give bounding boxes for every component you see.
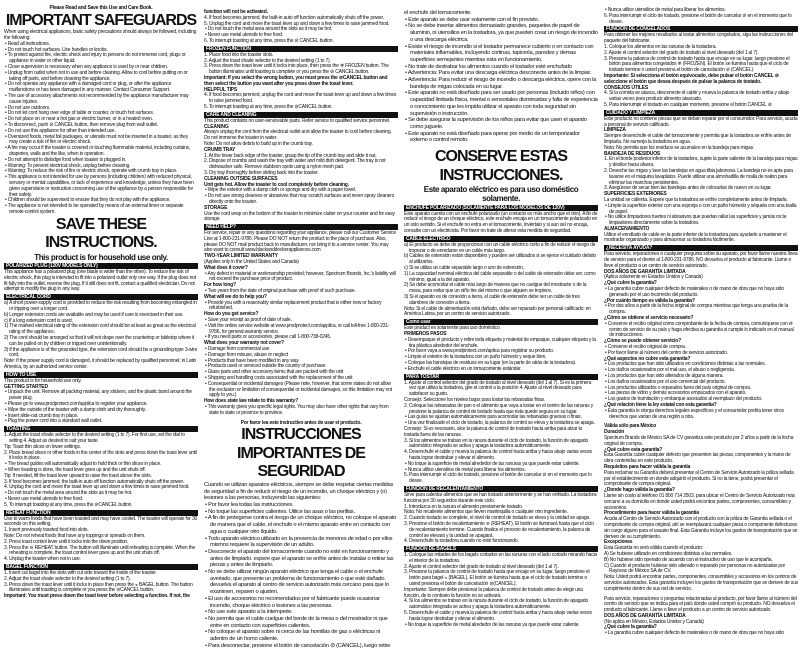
column-3	[404, 10, 598, 628]
numbered-item: 2. Adjust the toast shade selector to the desired setting (1 to 7).	[4, 575, 131, 582]
list-item: • No utilice limpiadores fuertes ni abrasivos que puedan rallar las superficies y jamás rocíe limpiadores directamente sobre la tostadora.	[605, 214, 787, 227]
subheading: CLEANING OUTSIDE SURFACES	[204, 175, 278, 182]
paragraph: (No aplica en México, Estados Unidos y Canadá)	[604, 618, 704, 625]
numbered-item: 1. At the lower back edge of the toaster, grasp the tip of the crumb tray and slide it out.	[204, 152, 377, 159]
numbered-item: 1. Ajuste el control selector del grado de tostado al nivel deseado (del 1 al 7). Si es la primera vez que utiliza la tostadora, gire el control a la posición 4. Ajuste al nivel deseado para satisfacer su gusto.	[404, 379, 592, 398]
numbered-item: 4. Si los alimentos se traban en la ranura durante el ciclo de tostado, la función de apagado automático integrada se activa y apaga la tostadora automáticamente.	[404, 598, 589, 611]
list-item: • Read all instructions.	[5, 40, 50, 47]
section-header: REHEAT FUNCTION	[4, 510, 198, 516]
section-header: CABLE ELÉCTRICO	[404, 236, 598, 242]
list-item: • Do not use this appliance for other than intended use.	[5, 127, 116, 134]
subheading: DOS AÑOS DE GARANTÍA LIMITADA	[604, 268, 686, 275]
column-1	[4, 6, 198, 600]
list-item: • Por dos años a partir de la fecha original de compra mientras que tenga una prueba de la compra.	[605, 303, 789, 316]
list-item: • Por favor vaya a www.prodprotect.com/aplica para registrar su producto.	[405, 348, 554, 355]
paragraph: Tip: Toast thin slices on lower settings.	[4, 443, 81, 450]
list-item: • Never use metal utensils to free food.	[205, 32, 283, 39]
list-item: • Desempaque el producto y retire toda etiqueta y material de empaque, cualquier etiqueta y la tira plástica alrededor del enchufe.	[405, 336, 596, 349]
list-item: • Do not use strong cleaners or abrasives that may scratch surfaces and never spray cleaners directly onto the toaster.	[205, 193, 395, 205]
subheading: ¿Qué relación tiene la ley estatal con esta garantía?	[604, 402, 717, 408]
subheading: What does it cover?	[204, 264, 248, 271]
subheading: CONSEJOS ÚTILES	[604, 84, 648, 91]
list-item: • No toque la superficie de metal alrededor de las ranuras ya que puede estar caliente.	[405, 621, 580, 628]
paragraph: Note: If the power supply cord is damaged, it should be replaced by qualified personnel; in Latin America, by an authorized service center.	[4, 358, 197, 371]
list-item: • Existe el riesgo de incendio si el tostador permanece cubierto o en contacto con materiales inflamables, incluyendo cortinas, tapicería, paredes y demas superficies semejantes mientras esta en funcionamiento.	[405, 43, 594, 63]
list-item: • Se debe asegurar la supervisión de los niños para evitar que usen el aparato como juguete.	[405, 117, 587, 130]
list-item: • Todo aparato eléctrico utilizado en la presencia de menores de edad o por ellos mismos requiere la supervisión de un adulto.	[205, 535, 393, 549]
numbered-item: 1) La capacidad nominal eléctrica del cable separable o del cable de extensión debe ser, como mínimo, igual a la del aparato,	[404, 270, 596, 283]
list-item: • Este aparato no está diseñado para ser usado por personas (incluido niños) con capacidad limitada física, mental o sensoriales disminuidas y falta de experiencia o conocimiento que les impida utilizar el aparato con toda seguridad sin supervisión o instrucción.	[405, 90, 598, 117]
subheading: HELPFUL TIPS	[204, 86, 238, 93]
list-item: • Do not let cord hang over edge of table or counter, or touch hot surfaces.	[5, 110, 154, 117]
subheading: How do you get service?	[204, 311, 259, 318]
list-item: • Products used or serviced outside the country of purchase	[205, 363, 326, 370]
list-item: • Visit the online service website at www.prodprotect.com/applica, or call toll-free 1-800-231-9786, for general warranty service.	[205, 322, 390, 335]
paragraph: Sirve para calentar alimentos que se han tostado anteriormente y se han enfriado. La tostadora funciona por 30 segundos durante este ciclo.	[404, 491, 597, 504]
subheading: ALMACENAMIENTO	[604, 225, 650, 232]
list-item: • No toque las superficies calientes. Utilice las asas o las perillas.	[205, 508, 355, 515]
list-item: • A fin de protegerse contra el riesgo de un choque eléctrico, no coloque el aparato de manera que el cable, el enchufe o el mismo aparato entre en contacto con agua o cualquier otro líquido.	[205, 515, 397, 535]
list-item: • Unplug from outlet when not in use and before cleaning. Allow to cool before putting on or taking off parts, and before cleaning the appliance.	[5, 69, 188, 82]
list-item: • Wipe the outside of the toaster with a damp cloth and dry thoroughly.	[5, 406, 146, 413]
list-item: • Coloque las bandejas de residuos en su lugar (en la parte de atrás de la tostadora).	[405, 359, 577, 366]
list-item: • Por favor llame al número del centro de servicio autorizado.	[605, 349, 728, 356]
list-item: • The appliance is not intended to be operated by means of an external timer or separate remote-control system.	[5, 203, 184, 215]
paragraph: Always unplug the cord from the electrical outlet and allow the toaster to cool before cleaning. Do not immerse the toaster in water.	[204, 129, 392, 142]
paragraph: Consejo: Seleccione los niveles bajos para tostar las rebanadas finas.	[404, 396, 546, 403]
section-title: IMPORTANT SAFEGUARDS	[5, 11, 197, 29]
list-item: • Children should be supervised to ensure that they do not play with the appliance.	[5, 197, 171, 204]
list-item: • Advertencia: Para reducir el riesgo de incendio o descarga eléctrica, opere con la bandeja de migas colocada en su lugar.	[405, 77, 597, 90]
paragraph: Spectrum Brands de México SA de CV garantiza este producto por 2 años a partir de la fecha original de compra.	[604, 434, 794, 447]
list-item: • Plug the power cord into a standard wall outlet.	[5, 418, 103, 425]
numbered-item: 3. Dry tray thoroughly before sliding back into the toaster.	[204, 169, 319, 176]
list-item: • Never use metal utensils to free food.	[5, 495, 83, 502]
list-item: • No use este aparato a la intemperie.	[205, 609, 293, 616]
list-item: • Save your receipt as proof of date of sale.	[205, 317, 292, 324]
subheading: Duración	[604, 429, 625, 436]
numbered-item: 1. Coloque las mitades de los bagels cortados en las ranuras con el lado cortado mirando hacia el interior de la tostadora.	[404, 552, 597, 564]
list-item: • Damage from commercial use	[205, 346, 270, 353]
paragraph: Nota: Si el cable de alimentación está dañado, debe ser reparado por personal calificado; en América Latina, por un centro de servicio autorizado.	[404, 305, 591, 318]
subheading: How does state law relate to this warranty?	[204, 398, 298, 405]
numbered-item: A) Se hubiese utilizado en condiciones distintas a las normales.	[604, 550, 733, 557]
subheading: ¿Cómo se obtiene el servicio necesario?	[604, 315, 694, 322]
list-item: • Ésta garantía le otorga derechos legales específicos y el consumidor podría tener otros derechos que varían de una región a otra.	[605, 407, 784, 420]
section-header: FROZEN FUNCTION	[204, 46, 398, 52]
section-header: ELECTRICAL CORD	[4, 294, 198, 300]
list-item: • Los gastos de tramitación y embarque asociados al reemplazo del producto.	[605, 396, 763, 403]
list-item: • La garantía cubre cualquier defecto de materiales o de mano de obra que no haya sido generado por el uso incorrecto del producto.	[605, 286, 784, 298]
subheading: Important: If you select the wrong button, you must press the ⊘CANCEL button and then select the button you want after you press down the toast lever.	[204, 74, 388, 87]
list-item: • Shipping and handling costs associated with the replacement of the unit	[205, 375, 353, 382]
numbered-item: 1. Insert previously toasted food into slots.	[4, 527, 89, 534]
numbered-item: 1) The marked electrical rating of the extension cord should be at least as great as the electrical rating of the appliance,	[4, 323, 196, 336]
pre-title: Please Read and Save this Use and Care Book.	[49, 5, 153, 11]
numbered-item: 5. Desenchufe el cable y mueva la palanca de control hacia arriba y hacia abajo varias veces hasta lograr destrabar y elevar el alimento.	[404, 610, 592, 622]
paragraph: Use to warm foods that have been toasted and may have cooled. The toaster will operate for 30 seconds on this setting.	[4, 515, 198, 528]
paragraph: When using electrical appliances, basic safety precautions should always be followed, including the following:	[4, 29, 197, 42]
subheading: LIMPIEZA	[604, 127, 626, 134]
numbered-item: 4. If food becomes jammed, the built-in auto off function automatically shuts off the power.	[204, 14, 384, 21]
list-item: • A fire may occur if the toaster is covered or touching flammable material, including curtains, draperies, walls and the like, when in operation.	[5, 145, 191, 158]
paragraph: Para servicio, reparaciones o cualquier pregunta sobre su aparato, por favor llame nuestra línea de servicio para el cliente al 1-800-231-9786. NO devuelva el producto al fabricante. Llame o lleve el producto a un centro de servicio autorizado.	[604, 251, 798, 269]
list-item: • Do not use outdoors.	[5, 104, 51, 111]
paragraph: Esta Garantía no será válida cuando el producto:	[604, 545, 704, 552]
numbered-item: 2. Coloque las rebanadas de pan o el alimento que vaya a tostar en el centro de las ranuras y presione la palanca de control de tostado hasta que ésta quede segura en su lugar.	[404, 402, 594, 415]
paragraph: Nota: No permita que los residuos se acumulen en la bandeja para migas.	[604, 144, 755, 151]
numbered-item: 3. Si los alimentos se traban en la ranura durante el ciclo de tostado, la función de apagado automático integrada se activa y apaga la tostadora automáticamente.	[404, 437, 589, 450]
numbered-item: 3. Press down the toast lever until it locks in place then press the ◒ BAGEL button. The button illuminates until toasting is complete or you press the ⊘CANCEL button.	[4, 581, 193, 594]
list-item: • No toque la superficie de metal alrededor de las ranuras ya que puede estar caliente.	[405, 460, 580, 467]
numbered-item: 2. Adjust the toast shade selector to the desired setting (1 to 7).	[204, 57, 331, 64]
paragraph: Para obtener los mejores resultados al tostar alimentos congelados, siga las instrucciones del paquete del fabricante.	[604, 32, 793, 45]
list-item: • Two years from the date of original purchase with proof of such purchase.	[205, 288, 356, 295]
paragraph: (Aplica solamente en Estados Unidos y Canadá)	[604, 274, 703, 281]
numbered-item: 3. Presione la palanca de control de tostado hasta que encaje en su lugar, luego presione el botón para alimentos congelados ❄ (FROZEN). El botón se ilumina hasta que el ciclo de tostado termine o usted presiona el botón de cancelación ⊘ (CANCEL).	[604, 55, 790, 74]
numbered-item: c) Si se utiliza un cable separable largo o uno de extensión,	[404, 265, 524, 272]
list-item: • Provide you with a reasonably similar replacement product that is either new or factory refurbished.	[205, 299, 382, 312]
paragraph: Tip: If needed, lift the toast lever upward to raise the toast above the slots.	[4, 472, 152, 479]
column-2	[204, 10, 398, 649]
numbered-item: c) If a long extension cord is used,	[4, 317, 73, 324]
list-item: • Do not touch the metal area around the slots as it may be hot.	[205, 26, 333, 33]
numbered-item: 1. Adjust the toast shade selector to the desired setting (1 to 7). For first use, set the dial to setting 4. Adjust as desired to suit your taste.	[4, 432, 185, 445]
paragraph: This product contains no user-serviceable parts. Refer service to qualified service personnel.	[204, 117, 391, 124]
list-item: • Limpie la superficie exterior con una esponja o con un paño húmedo y séquela con una toalla de papel.	[605, 202, 797, 215]
paragraph: Consejo: Si es necesario, alce la palanca de control de tostado hacia arriba para alzar la tostada fuera de las ranuras.	[404, 425, 582, 438]
paragraph: Nota: Usted podrá encontrar partes, componentes, consumibles y accesorios en los centros de servicios autorizados. Esta garantía incluyen los gastos de transportación que se deriven de sus cumplimiento dentro de sus red de servicio.	[604, 574, 798, 592]
numbered-item: a) El producto se debe de proporcionar con un cable eléctrico corto a fin de reducir el riesgo de tropezar o de enredarse en un cable más largo.	[404, 241, 596, 254]
numbered-item: 3) If the appliance is of the grounded type, the extension cord should be a grounding-type 3-wire cord.	[4, 346, 198, 359]
subheading: Requisitos para hacer válida la garantía	[604, 463, 691, 470]
list-item: • Products that have been modified in any way	[205, 357, 299, 364]
paragraph: This appliance has a polarized plug (one blade is wider than the other). To reduce the risk of electric shock, this plug is intended to fit into a polarized outlet only one way. If the plug does not fit fully into the outlet, reverse the plug. If it still does not fit, contact a qualified electrician. Do not attempt to modify the plug in any way.	[4, 269, 196, 293]
list-item: • Do not touch the metal area around the slots as it may be hot.	[5, 490, 133, 497]
section-header: PARA TOSTAR	[404, 374, 598, 380]
numbered-item: 4. If food becomes jammed, unplug the cord and move the toast lever up and down a few times to raise jammed food.	[204, 92, 397, 105]
numbered-item: 4. Unplug the toaster when not in use.	[4, 556, 81, 563]
section-subtitle: Este aparato eléctrico es para uso doméstico solamente.	[423, 185, 579, 204]
list-item: • No coloque el aparato sobre ni cerca de las hornillas de gas o eléctricas ni adentro de un horno caliente.	[205, 629, 381, 643]
list-item: • Warning: To reduce the risk of fire or electric shock, operate with crumb tray in place.	[5, 168, 178, 175]
list-item: • Unpack the unit. Remove all packing material, any stickers, and the plastic band around the power plug.	[5, 389, 192, 402]
list-item: • If you need parts or accessories, please call 1-800-738-0245.	[205, 334, 332, 341]
numbered-item: b) Longer extension cords are available and may be used if care is exercised in their use.	[4, 311, 184, 318]
subheading: ¿Qué cubre la garantía?	[604, 280, 657, 287]
subheading: SUPERFICIES EXTERIORES	[604, 191, 667, 198]
numbered-item: 4. Desenchufe el cable y mueva la palanca de control hacia arriba y hacia abajo varias veces hasta lograr destrabar y elevar el alimento.	[404, 449, 592, 461]
section-header: FUNCIÓN DE BAGELS	[404, 546, 598, 552]
paragraph: Este producto no contiene piezas que se deban reparar por el consumidor. Para servicio, acuda a personal de servicio calificado.	[604, 115, 798, 128]
subheading: function will not be activated.	[204, 9, 268, 15]
list-item: • No permita que el cable cuelgue del borde de la mesa o del mostrador ni que entre en contacto con superficies calientes.	[205, 615, 388, 629]
list-item: • Any defect in material or workmanship provided; however, Spectrum Brands, Inc.'s liability will not exceed the purchase price of product.	[205, 270, 396, 283]
list-item: • Consequential or incidental damages (Please note, however, that some states do not allow the exclusion or limitation of consequential or incidental damages, so this limitation may not apply to you.)	[205, 380, 392, 399]
list-item: • No trate de destrabar los alimentos cuando el tostador esté enchufado	[405, 63, 572, 70]
subheading: Important: You must press down the toast lever before selecting a function. If not, the	[4, 593, 190, 600]
list-item: • Please go to www.prodprotect.com/applica to register your appliance.	[5, 401, 148, 408]
list-item: • Por favor lea todas las instrucciones.	[205, 502, 294, 508]
numbered-item: C) Cuando el producto hubiese sido alterado o reparado por personas no autorizadas por Rayovac de México SA de CV.	[604, 562, 785, 575]
list-item: • Desconecte el aparato del tomacorriente cuando no esté en funcionamiento y antes de limpiarlo. espere que el aparato se enfríe antes de instalar o retirar las piezas y antes de limpiarlo.	[205, 548, 394, 569]
numbered-item: 1. Coloque los alimentos en las ranuras de la tostadora.	[604, 43, 717, 50]
paragraph: Esta Garantía cubre cualquier defecto que presenten las piezas, componentes y la mano de obra contenidas en este producto.	[604, 452, 791, 465]
section-header: ENCHUFE POLARIZADO (SOLAMENTE PARA LOS MODELOS DE 120V)	[404, 205, 598, 211]
list-item: • To protect against fire, electric shock and injury to persons do not immerse cord, plugs or appliance in water or other liquid.	[5, 52, 186, 65]
subheading: ¿Donde hago válida la garantía?	[604, 487, 675, 494]
list-item: • Wipe the exterior with a damp cloth or sponge and dry with a paper towel.	[205, 187, 357, 194]
section-title: SAVE THESE INSTRUCTIONS.	[45, 215, 157, 252]
numbered-item: 5. Para interrumpir el ciclo de tostado, presione el botón de cancelar ⊘ en el momento que lo desee.	[404, 472, 592, 485]
list-item: • Conserve el recibo original de compra.	[605, 344, 686, 351]
section-header: BAGEL FUNCTION	[4, 564, 198, 570]
list-item: • Para desconectar, presione el botón de cancelación ⊘ (CANCEL), luego retire	[205, 642, 391, 649]
list-item: • Insert slide-out crumb tray in place.	[5, 412, 79, 419]
section-header: HOW TO USE	[4, 372, 198, 378]
numbered-item: 3. Press the ≋ REHEAT button. The button will illuminate until reheating is complete. When the reheating is complete, the toast control lever goes up and the unit shuts off.	[4, 544, 196, 557]
section-header: CUIDADO Y LIMPIEZA	[604, 110, 798, 116]
numbered-item: 4. Desenchufe la tostadora cuando no esté funcionando.	[404, 538, 519, 545]
list-item: • Do not place on or near a hot gas or electric burner, or in a heated oven.	[5, 116, 153, 123]
numbered-item: 1. Introduzca en la ranura el alimento previamente tostado.	[404, 503, 523, 510]
numbered-item: 1. En el borde posterior inferior de la tostadora, sujete la parte saliente de la bandeja para migas y deslice hacia afuera.	[604, 156, 798, 169]
subheading: TWO-YEAR LIMITED WARRANTY	[204, 253, 278, 260]
section-header: ¿NECESITA AYUDA?	[604, 245, 798, 251]
paragraph: Use the cord wrap on the bottom of the toaster to minimize clutter on your counter and for easy storage.	[204, 210, 395, 223]
subheading: For how long?	[204, 282, 236, 289]
subheading: STORAGE	[204, 204, 228, 211]
paragraph: Note: Do not allow debris to build up in the crumb tray.	[204, 140, 313, 147]
subheading: DOS AÑOS DE GARANTÍA LIMITADA	[604, 612, 686, 619]
numbered-item: 3. Press down the toast lever until it locks into place, then press the ❄ FROZEN button. The button illuminates until toasting is complete or you press the ⊘ CANCEL button.	[204, 63, 389, 76]
list-item: • No se debe utilizar ningún aparato eléctrico que tenga el cable o el enchufe averiado, que presente un problema de funcionamiento o que esté dañado. devuelva el aparato al centro de servicio autorizado más cercano para que lo examinen, reparen o ajusten.	[205, 569, 389, 596]
subheading: Excepciones	[604, 539, 633, 546]
list-item: • Este aparato no está diseñado para operar por medio de un temporizador externo o control remoto.	[405, 130, 580, 144]
list-item: • Warning: To prevent electrical shock, unplug before cleaning.	[5, 162, 131, 169]
paragraph: Cuando se utilizan aparatos eléctricos, siempre se debe respetar ciertas medidas de seguridad a fin de reducir el riesgo de un incendio, un choque eléctrico y (o) lesiones a las personas, incluyendo las siguientes:	[204, 481, 394, 502]
paragraph: Este aparato cuenta con un enchufe polarizado (un contacto es más ancho que el otro). A fin de reducir el riesgo de un choque eléctrico, este enchufe encaja en un tomacorriente polarizado en un solo sentido. Si el enchufe no entra en el tomacorriente, inviértalo y si aun así no encaja, consulte con un electricista. Por favor no trate de alterar esta medida de seguridad.	[404, 210, 598, 235]
numbered-item: b) Cables de extensión están disponibles y pueden ser utilizados si se ejerce el cuidado debido al utilizarlos.	[404, 253, 596, 266]
numbered-item: 3) Si el aparato es de conexión a tierra, el cable de extensión debe ser un cable de tres alambres de conexión a tierra.	[404, 294, 580, 306]
paragraph: Nota: No recaliente alimentos que lleven mantequilla o cualquier otro ingrediente.	[404, 509, 568, 516]
numbered-item: 1. Place food into the toaster slots.	[204, 51, 274, 58]
numbered-item: 2. Place bread slices or other foods in the center of the slots and press down the toast lever until it locks in place.	[4, 449, 197, 462]
paragraph: Acuda al Centro de Servicio Autorizado con el producto con la póliza de Garantía sellada o el comprobante de compra original, ahí se reemplazará cualquier pieza o componente defectuoso sin cargo alguno para el usuario final. Esta Garantía incluye los gastos de transportación que se deriven de su cumplimiento.	[604, 516, 798, 540]
numbered-item: 5. Para interrumpir el tostado en cualquier momento, presione el botón CANCEL ⊘	[604, 101, 772, 108]
list-item: • Conserve el recibo original como comprobante de la fecha de compra, comuníquese con el centro de servicio de su país y haga efectiva su garantía si cumple lo indicado en el manual de instrucciones.	[605, 320, 794, 339]
subheading: GETTING STARTED	[4, 383, 48, 390]
section-header: FUNCIÓN DE CONGELADOS	[604, 26, 798, 32]
subheading: ¿Qué cubre la garantía?	[604, 624, 657, 631]
numbered-item: 2) The cord should be arranged so that it will not drape over the countertop or tabletop where it can be pulled on by children or tripped over unintentionally.	[4, 335, 195, 347]
list-item: • Do not attempt to dislodge food when toaster is plugged in.	[5, 156, 127, 163]
numbered-item: 2. Press toast control lever until it locks into the down position.	[4, 538, 129, 545]
subheading: Unit gets hot. Allow the toaster to cool completely before cleaning.	[204, 181, 349, 188]
list-item: • Do not operate any appliance with a damaged cord or plug, or after the appliance malfunctions or has been damaged in any manner. Contact Consumer Support.	[5, 81, 172, 94]
subheading: CRUMB TRAY	[204, 146, 236, 153]
list-item: • Do not touch hot surfaces. Use handles or knobs.	[5, 46, 108, 53]
list-item: • This warranty gives you specific legal rights. You may also have other rights that vary from state to state or province to province.	[205, 404, 389, 416]
numbered-item: 2. Cuando tostado se complete, el nivel de control de tostado se eleva y la unidad se apaga.	[404, 515, 591, 522]
list-item: • Los daños ocasionados por el uso comercial del producto.	[605, 378, 726, 385]
paragraph: Siempre desenchufe el cable del tomacorriente y permita que la tostadora se enfríe antes de limpiarla. No sumerja la tostadora en agua.	[604, 133, 791, 145]
list-item: • Nunca utilice utensilios de metal para liberar los alimentos.	[405, 466, 526, 473]
numbered-item: 5. To interrupt toasting at any time, press the ⊘CANCEL button.	[4, 501, 133, 508]
paragraph: Para servicio, reparaciones o preguntas relacionadas al producto, por favor llame al número del centro de servicio que se indica para el país donde usted compró su producto. NO devuelva el producto al fabricante. Llame o lleve el producto a un centro de servicio autorizado.	[604, 595, 797, 614]
list-item: • Las piezas de vidrio y demás accesorios empacados con el aparato.	[605, 390, 747, 397]
subheading: ¿Qué aspectos no cubre esta garantía?	[604, 355, 691, 362]
paragraph: Note: Do not reheat foods that have any toppings or spreads on them.	[4, 532, 146, 539]
list-item: • Los productos utilizados o reparados fuera del país original de compra.	[605, 384, 751, 391]
list-item: • Una vez finalizado el ciclo de tostado, la palanca de control se eleva y la tostadora se apaga.	[405, 420, 595, 427]
section-header: NEED HELP?	[204, 224, 398, 230]
numbered-item: 5. Unplug the cord and move the toast lever up and down a few times to raise jammed food.	[204, 20, 390, 27]
list-item: • La garantía cubre cualquier defecto de materiales o de mano de obra que no haya sido	[605, 630, 784, 637]
column-4	[604, 8, 798, 637]
paragraph: Llame sin costo al teléfono 01 800 714 2503, para ubicar el Centro de Servicio Autorizado más cercano a su domicilio en donde usted podrá encontrar partes, componentes, consumibles y accesorios.	[604, 492, 795, 511]
numbered-item: 2. Dispose of crumbs and wash the tray with water and mild dish detergent. The tray is not dishwasher safe. Remove stubborn spots using a nylon mesh pad.	[204, 158, 386, 171]
list-item: • Close supervision is necessary when any appliance is used by or near children.	[5, 64, 168, 71]
subheading: ¿Por cuánto tiempo es válida la garantía?	[604, 297, 695, 304]
numbered-item: 5. To interrupt toasting at any time, press the ⊘CANCEL button.	[204, 103, 333, 110]
numbered-item: 2. Deseche las migas y lave las bandejas en agua tibia jabonosa. La bandeja no es apta para lavarse en el máquina lavaplatos. Puede utilizar una almohadilla de malla de nailon para eliminar las manchas persistentes.	[604, 167, 793, 186]
section-header: CARE AND CLEANING	[204, 112, 398, 118]
paragraph: Este product es solamente para uso doméstico.	[404, 325, 501, 332]
numbered-item: 3. Presione el botón de recalentamiento ≋ (REHEAT). El botón se iluminará hasta que el ciclo de recalentamiento termine. Cuando finalice el proceso de recalentamiento, la palanca de control se elevará y la unidad se apagará.	[404, 520, 594, 539]
subheading: PRIMEROS PASOS	[404, 331, 447, 337]
subheading: ¿Qué cubre esta garantía?	[604, 446, 663, 453]
subheading: ¿Cómo se puede obtener servicio?	[604, 338, 681, 345]
paragraph: Utilice el enrollado de cable en la parte inferior de la tostadora para ayudarle a mantener el mostrador organizado y para almacenar su tostadora fácilmente.	[604, 231, 787, 244]
numbered-item: 6. To interrupt toasting at any time, press the ⊘ CANCEL button.	[204, 37, 334, 44]
paragraph: Para reclamar su Garantía deberá presentar al Centro de Servicio Autorizado la póliza sellada por el establecimiento en donde adquirió el producto. Si no la tiene, podrá presentar el comprobante de compra original.	[604, 469, 794, 488]
numbered-item: 3. Presione la palanca de control de tostado hasta que encaje en su lugar, luego presione el botón para bagel ◒ (BAGEL). El botón se ilumina hasta que el ciclo de tostado termine o usted presiona el botón de cancelación ⊘(CANCEL).	[404, 569, 590, 588]
section-header: Como usar	[404, 319, 598, 325]
subheading: What does your warranty not cover?	[204, 340, 284, 347]
section-title: INSTRUCCIONES IMPORTANTES DE SEGURIDAD	[237, 426, 365, 481]
numbered-item: 3. If food becomes jammed, the built-in auto off function automatically shuts off the power.	[4, 478, 184, 485]
list-item: • Damage from misuse, abuse or neglect	[205, 351, 288, 358]
list-item: • Enchufe el cable eléctrico en un tomacorriente estándar.	[405, 365, 522, 372]
subheading: Válida sólo para México	[604, 423, 657, 430]
list-item: • When toasting is done, the toast lever goes up and the unit shuts off.	[5, 467, 146, 473]
numbered-item: 4. Unplug the cord and move the toast lever up and down a few times to raise jammed food.	[4, 484, 190, 491]
paragraph: For service, repair or any questions regarding your appliance, please call our Customer Service Line at 1-800-231-9786. Please DO NOT return the product to the place of purchase. Also, please DO NOT mail product back to manufacturer, nor bring it to a service center. You may also want to consult www.blackanddeckerappliances.com	[204, 230, 396, 254]
numbered-item: 4. Si la comida se atasca, desconecte el cable y mueva la palanca de tostado arriba y abajo varias veces para producir alimento atascado.	[604, 90, 790, 103]
subheading: Procedimiento para hacer válida la garantía	[604, 510, 699, 517]
paragraph: el enchufe del tomacorriente.	[404, 10, 472, 16]
list-item: • Este aparato se debe usar solamente con el fin previsto.	[405, 16, 539, 23]
paragraph: Importante: Siempre debe presionar la palanca de control de tostado antes de elegir una función, de lo contrario la función no se activará.	[404, 586, 583, 599]
paragraph: La unidad se calienta. Espere que la tostadora se enfríe completamente antes de limpiarla.	[604, 196, 788, 203]
list-item: • This appliance is not intended for use by persons (including children) with reduced physical, sensory or mental capabilities, or lack of experience and knowledge, unless they have been given supervision or instruction concerning use of the appliance by a person responsible for their safety.	[5, 174, 194, 198]
list-item: • Nunca utilice utensilios de metal para liberar los alimentos.	[605, 7, 726, 13]
subheading: Importante: Si selecciona el botón equivocado, debe pulsar el botón CANCEL ⊘ seleccione el botón que desea después de pulsar la palanca de tostado.	[604, 72, 779, 85]
list-item: • Los daños ocasionados por el mal uso, el abuso o negligencia.	[605, 367, 735, 374]
numbered-item: B) No hubiese sido operado de acuerdo con el instructivo de uso que le acompaña.	[604, 556, 773, 563]
numbered-item: 6. Para interrumpir el ciclo de tostado, presione el botón de cancelar ⊘ en el momento que lo desee.	[604, 12, 792, 25]
list-item: • The bread guides will automatically adjust to hold thick or thin slices in place.	[5, 461, 162, 468]
paragraph: This product is for household use only.	[4, 377, 82, 384]
list-item: • Glass parts and other accessory items that are packed with the unit	[205, 369, 344, 376]
subheading: BANDEJA DE RESIDUOS	[604, 150, 661, 157]
section-header: POLARIZED PLUG (120V MODELS ONLY)	[4, 263, 198, 269]
list-item: • Los productos que han sido utilizados en condiciones distintas a las normales.	[605, 361, 766, 368]
subheading: CLEANING	[204, 123, 229, 130]
numbered-item: 3. Asegúrese de secar bien las bandejas antes de colocarlas de nuevo en su lugar.	[604, 185, 772, 192]
section-title: CONSERVE ESTAS INSTRUCCIONES.	[434, 148, 568, 184]
section-header: TOASTING	[4, 426, 198, 432]
list-item: • Las guías se ajustan automáticamente para acomodar las rebanadas gruesas o finas.	[405, 414, 582, 421]
list-item: • No se debe insertar alimentos demasiado grandes, paquetes de papel de aluminio, ni utensilios en la tostadora, ya que pueden crear un riesgo de incendio o una descarga eléctrica.	[405, 23, 598, 43]
list-item: • Los productos que han sido alterados de alguna manera.	[605, 373, 724, 380]
paragraph: (Applies only in the United States and Canada)	[204, 259, 299, 266]
numbered-item: a) A short power-supply cord is provided to reduce the risk resulting from becoming entangled in or tripping over a longer cord.	[4, 300, 197, 313]
section-subtitle: This product is for household use only.	[34, 252, 168, 262]
numbered-item: 2. Ajuste el control selector del grado de tostado al nivel deseado (del 1 al 7).	[604, 49, 759, 56]
list-item: • Oversized foods, metal foil packages, or utensils must not be inserted in a toaster, as they may create a risk of fire or electric shock.	[5, 133, 189, 146]
numbered-item: 1. Insert cut bagel into the slots with cut side toward the inside of the toaster.	[4, 569, 157, 576]
pre-title: Por favor lea este instructivo antes de usar el producto.	[240, 419, 362, 426]
list-item: • El uso de accesorios no recomendados por el fabricante puede ocasionar incendio, choque eléctrico o lesiones a las personas.	[205, 595, 380, 609]
section-header: FUNCIÓN DE RECALENTAMIENTO	[404, 486, 598, 492]
list-item: • The use of accessory attachments not recommended by the appliance manufacturer may cause injuries.	[5, 93, 189, 105]
subheading: What will we do to help you?	[204, 293, 267, 300]
numbered-item: 2. Ajuste el control selector del grado de tostado al nivel deseado (del 1 al 7).	[404, 563, 559, 570]
list-item: • Limpie el exterior de la tostadora con un paño húmedo y seque bien.	[405, 354, 547, 361]
numbered-item: 2) Se debe acomodar el cable más largo de manera que no cuelgue del mostrador o de la mesa, para evitar que un niño tire del mismo o que alguien se tropiece.	[404, 282, 587, 295]
list-item: • To disconnect, push ⊘ CANCEL button, then remove plug from wall outlet.	[5, 122, 158, 129]
list-item: • Advertencia: Para evitar una descarga eléctrica desconecte antes de la limpiar.	[405, 70, 592, 77]
